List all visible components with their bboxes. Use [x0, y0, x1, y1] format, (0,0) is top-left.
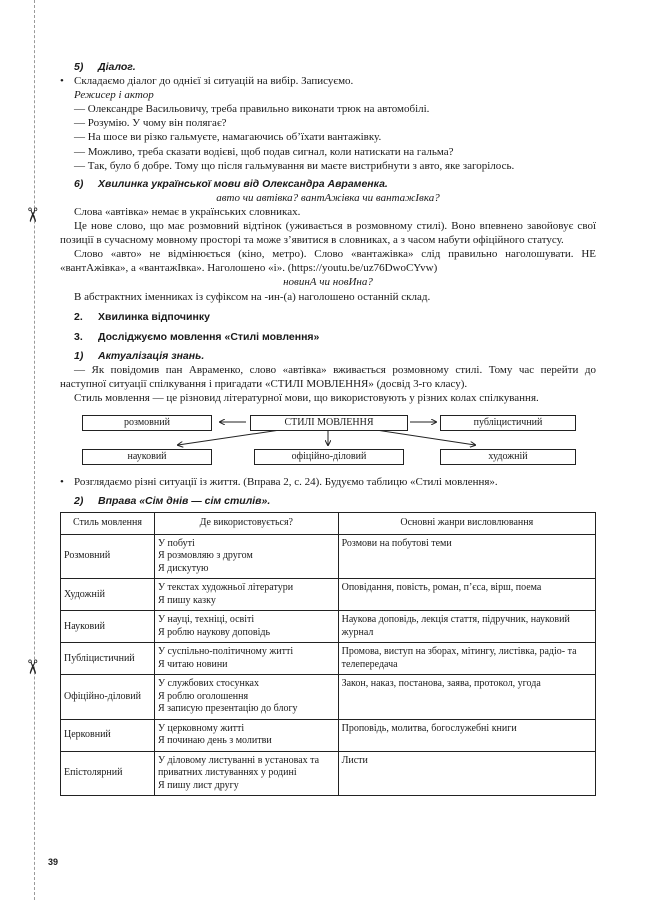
where-line: У текстах художньої літератури — [157, 582, 294, 594]
section-5-heading — [60, 60, 596, 74]
section-number: 5) — [74, 61, 84, 73]
section-2-heading — [60, 310, 596, 324]
section-title: Діалог. — [98, 61, 136, 73]
genres-cell: Листи — [338, 751, 595, 796]
style-cell: Церковний — [61, 719, 155, 751]
section-number: 2) — [74, 495, 84, 508]
diagram-box-center: СТИЛІ МОВЛЕННЯ — [250, 415, 408, 431]
where-line: Я читаю новини — [157, 658, 228, 670]
table-row — [61, 643, 596, 675]
where-line: Я починаю день з молитви — [157, 735, 272, 747]
where-line: У церковному житті — [157, 722, 245, 734]
cut-line — [34, 0, 35, 900]
table-header: Де використовується? — [154, 513, 338, 535]
where-cell — [154, 675, 338, 720]
where-line: Я пишу лист другу — [157, 779, 239, 791]
genres-cell: Оповідання, повість, роман, п’єса, вірш, поема — [338, 579, 595, 611]
where-cell — [154, 751, 338, 796]
section-number: 2. — [74, 310, 83, 323]
table-row — [61, 719, 596, 751]
table-row — [61, 534, 596, 579]
paragraph: Стиль мовлення — це різновид літературної мови, що використовують у різних колах спілкування. — [74, 392, 539, 405]
style-cell: Публіцистичний — [61, 643, 155, 675]
section-6-heading — [60, 177, 596, 191]
dialog-line: — Розумію. У чому він полягає? — [74, 117, 227, 130]
style-cell: Епістолярний — [61, 751, 155, 796]
styles-diagram — [60, 411, 596, 473]
where-cell — [154, 534, 338, 579]
section-title: Хвилинка відпочинку — [98, 310, 210, 323]
where-cell — [154, 643, 338, 675]
arrow-down-left — [178, 430, 280, 445]
question: авто чи автівка? вантАжівка чи вантажІвка? — [216, 191, 440, 204]
where-line: У службових стосунках — [157, 678, 259, 690]
page-number: 39 — [48, 857, 59, 867]
where-line: Я розмовляю з другом — [157, 550, 253, 562]
genres-cell: Закон, наказ, постанова, заява, протокол, угода — [338, 675, 595, 720]
diagram-box-official: офіційно-діловий — [254, 449, 404, 465]
where-line: Я пишу казку — [157, 594, 216, 606]
scissors-icon: ✂ — [20, 658, 45, 676]
section-title: Вправа «Сім днів — сім стилів». — [98, 495, 271, 508]
sub-1-heading — [60, 349, 596, 363]
table-row — [61, 579, 596, 611]
diagram-box-journalistic: публіцистичний — [440, 415, 576, 431]
section-number: 6) — [74, 177, 84, 190]
section-3-heading — [60, 330, 596, 344]
page-content — [60, 60, 596, 796]
dialog-line: — На шосе ви різко гальмуєте, намагаючись об’їхати вантажівку. — [74, 131, 382, 144]
where-line: У побуті — [157, 537, 195, 549]
section-number: 1) — [74, 349, 84, 362]
table-header-row — [61, 513, 596, 535]
table-header: Стиль мовлення — [61, 513, 155, 535]
table-row — [61, 611, 596, 643]
paragraph: — Як повідомив пан Авраменко, слово «автівка» вживається розмовному стилі. Тому час перейти до наступної ситуації спілкування і пригадати «СТИЛІ МОВЛЕННЯ» (досвід 3-го класу). — [60, 363, 596, 390]
where-line: У суспільно-політичному житті — [157, 646, 294, 658]
question: новинА чи новИна? — [283, 276, 373, 289]
section-title: Хвилинка української мови від Олександра Авраменка. — [98, 177, 388, 190]
diagram-box-conversational: розмовний — [82, 415, 212, 431]
table-header: Основні жанри висловлювання — [338, 513, 595, 535]
where-cell — [154, 611, 338, 643]
bullet-item: • Розглядаємо різні ситуації із життя. (Вправа 2, с. 24). Будуємо таблицю «Стилі мовлення». — [60, 475, 596, 489]
arrow-down-right — [376, 430, 475, 445]
where-cell — [154, 719, 338, 751]
section-title: Досліджуємо мовлення «Стилі мовлення» — [98, 330, 320, 343]
dialog-roles: Режисер і актор — [74, 89, 154, 102]
table-row — [61, 675, 596, 720]
where-line: Я записую презентацію до блогу — [157, 703, 298, 715]
dialog-line: — Олександре Васильовичу, треба правильно виконати трюк на автомобілі. — [74, 103, 430, 116]
dialog-line: — Можливо, треба сказати водієві, щоб подав сигнал, коли натискати на гальма? — [74, 145, 454, 158]
styles-table — [60, 512, 596, 796]
style-cell: Офіційно-діловий — [61, 675, 155, 720]
where-line: У діловому листуванні в установах та приватних листуваннях у родині — [157, 754, 320, 779]
genres-cell: Розмови на побутові теми — [338, 534, 595, 579]
style-cell: Науковий — [61, 611, 155, 643]
where-line: У науці, техніці, освіті — [157, 614, 255, 626]
section-number: 3. — [74, 330, 83, 343]
style-cell: Художній — [61, 579, 155, 611]
genres-cell: Наукова доповідь, лекція стаття, підручник, науковий журнал — [338, 611, 595, 643]
where-line: Я роблю наукову доповідь — [157, 626, 271, 638]
paragraph: Слова «автівка» немає в українських словниках. — [74, 205, 301, 218]
style-cell: Розмовний — [61, 534, 155, 579]
paragraph: В абстрактних іменниках із суфіксом на -ин-(а) наголошено останній склад. — [74, 290, 431, 303]
dialog-line: — Так, було б добре. Тому що після гальмування ви маєте вистрибнути з авто, яке загорілось. — [74, 159, 515, 172]
where-line: Я роблю оголошення — [157, 690, 249, 702]
where-cell — [154, 579, 338, 611]
genres-cell: Промова, виступ на зборах, мітингу, листівка, радіо- та телепередача — [338, 643, 595, 675]
where-line: Я дискутую — [157, 562, 209, 574]
diagram-box-scientific: науковий — [82, 449, 212, 465]
diagram-box-artistic: художній — [440, 449, 576, 465]
table-row — [61, 751, 596, 796]
section-title: Актуалізація знань. — [98, 349, 205, 362]
scissors-icon: ✂ — [20, 206, 45, 224]
paragraph: Це нове слово, що має розмовний відтінок (уживається в розмовному стилі). Воно впевнено завойовує свої позиції в сучасному мовному просторі та може з’явитися в словниках, а з часом набути офіційного статусу. — [60, 220, 596, 247]
bullet-item: • Складаємо діалог до однієї зі ситуацій на вибір. Записуємо. — [60, 74, 596, 88]
paragraph: Слово «авто» не відмінюється (кіно, метро). Слово «вантажівка» слід правильно наголошувати. НЕ «вантАжівка», а «вантажІвка». Наголошено «і». (https://youtu.be/uz76DwoCYvw) — [60, 248, 596, 275]
genres-cell: Проповідь, молитва, богослужебні книги — [338, 719, 595, 751]
sub-2-heading — [60, 494, 596, 508]
